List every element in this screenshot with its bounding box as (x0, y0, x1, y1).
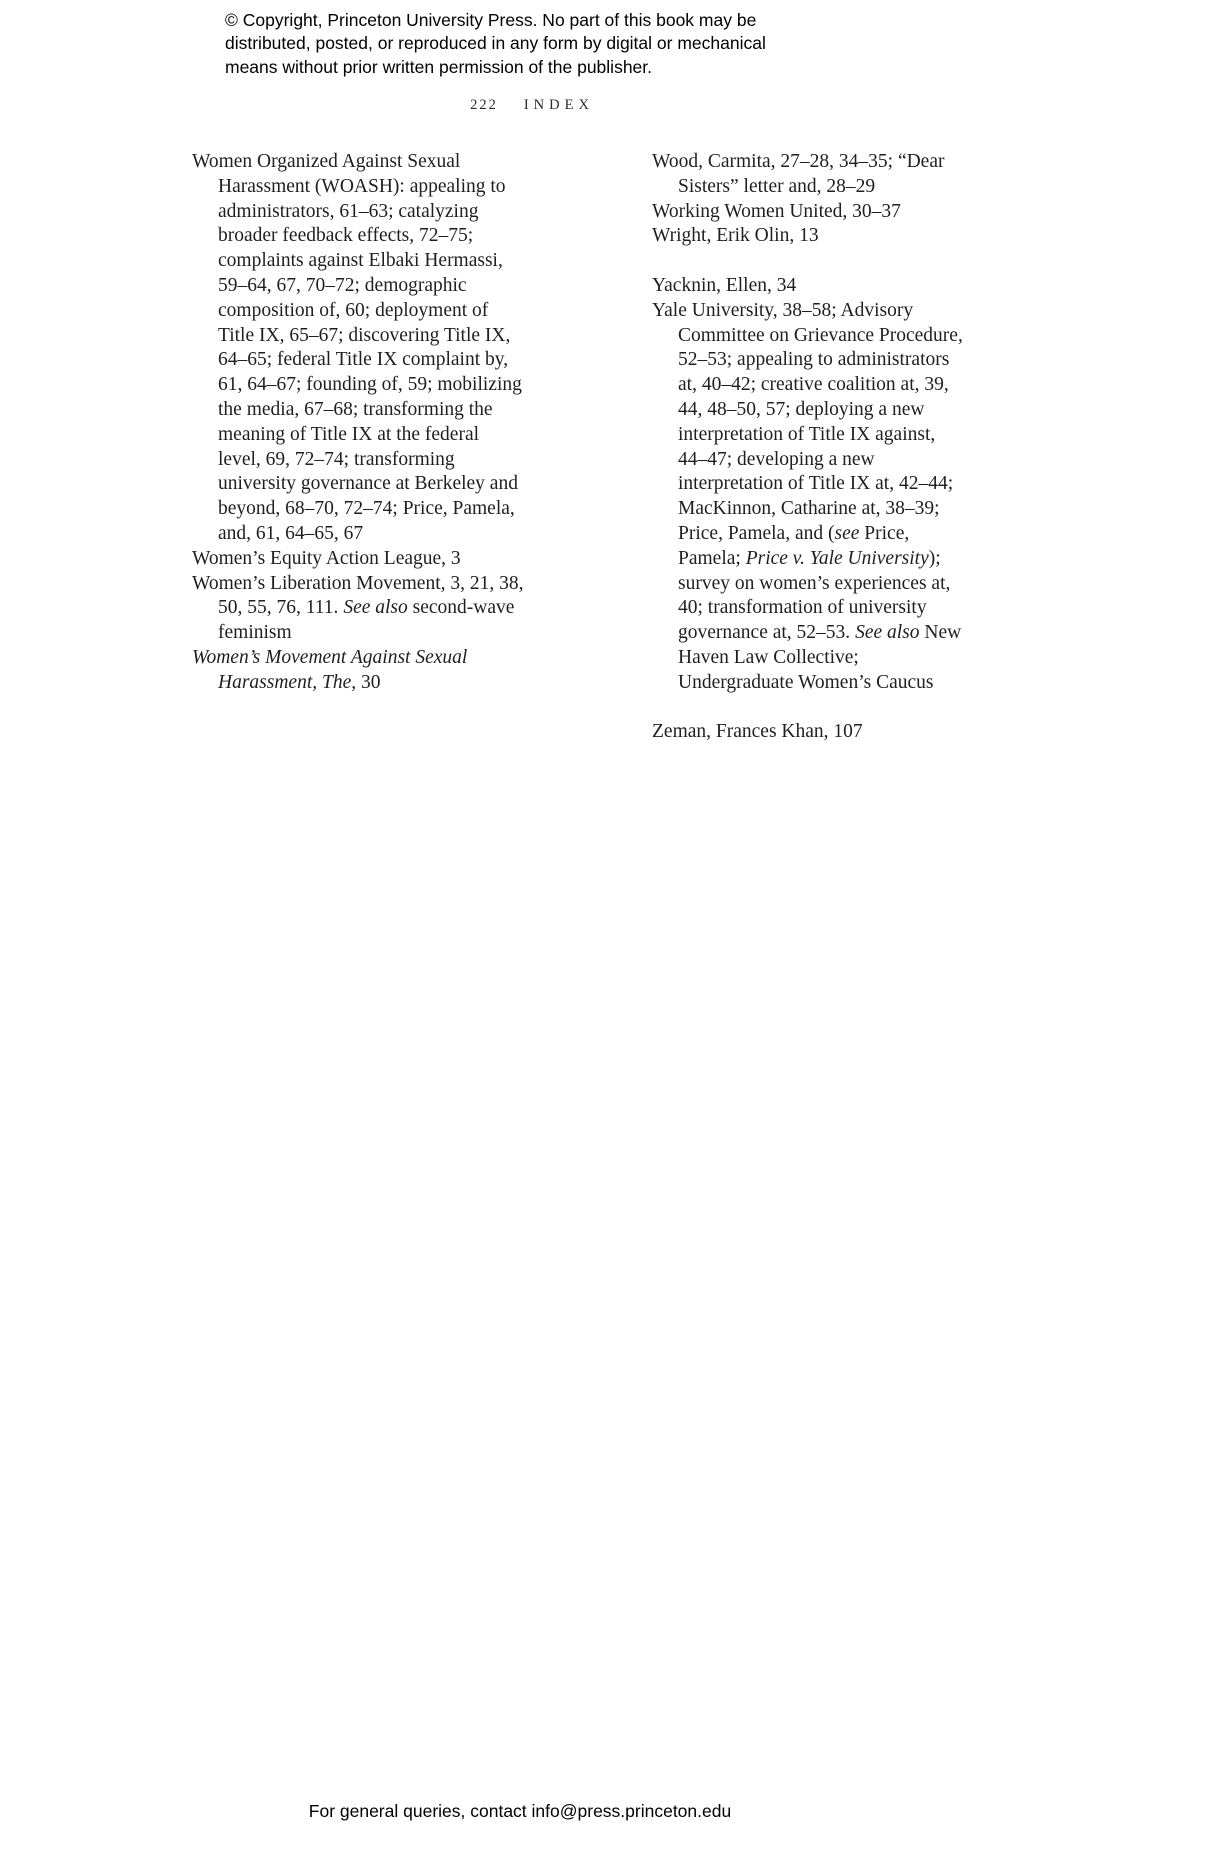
index-entry-text-italic: See also (343, 597, 408, 619)
index-entry-text: Wright, Erik Olin, 13 (652, 225, 819, 247)
footer-contact: For general queries, contact info@press.princeton.edu (308, 1801, 732, 1821)
index-entry-text-italic: See also (855, 622, 920, 644)
index-entry (192, 150, 526, 547)
index-entry (652, 200, 968, 225)
index-entry-text: ); survey on women’s experiences at, 40; transformation of university governance at, 52–53. (678, 547, 951, 644)
index-entry (652, 274, 968, 299)
index-entry (652, 299, 968, 696)
index-entry-text: Yacknin, Ellen, 34 (652, 274, 797, 296)
index-entry-text: New Haven Law Collective; Undergraduate Women’s Caucus (678, 622, 962, 693)
index-entry (192, 572, 526, 646)
index-column-left (192, 150, 526, 696)
index-entry-text: Women Organized Against Sexual Harassment (WOASH): appealing to administrators, 61–63; catalyzing broader feedback effects, 72–75; complaints against Elbaki Hermassi, 59–64, 67, 70–72; demographic composition of, 60; deployment of Title IX, 65–67; discovering Title IX, 64–65; federal Title IX complaint by, 61, 64–67; founding of, 59; mobilizing the media, 67–68; transforming the meaning of Title IX at the federal level, 69, 72–74; transforming university governance at Berkeley and beyond, 68–70, 72–74; Price, Pamela, and, 61, 64–65, 67 (192, 151, 522, 544)
index-column-right (652, 150, 968, 745)
index-entry-text: Yale University, 38–58; Advisory Committee on Grievance Procedure, 52–53; appealing to administrators at, 40–42; creative coalition at, 39, 44, 48–50, 57; deploying a new interpretation of Title IX against, 44–47; developing a new interpretation of Title IX at, 42–44; MacKinnon, Catharine at, 38–39; Price, Pamela, and ( (652, 299, 963, 544)
index-entry-text: Wood, Carmita, 27–28, 34–35; “Dear Sisters” letter and, 28–29 (652, 151, 945, 197)
index-entry-text: second-wave feminism (218, 597, 515, 644)
index-entry-text: Women’s Liberation Movement, 3, 21, 38, 50, 55, 76, 111. (192, 572, 524, 619)
section-title: INDEX (523, 97, 594, 113)
index-entry-text-italic: Women’s Movement Against Sexual Harassment, The, (192, 646, 468, 693)
index-entry (192, 646, 526, 696)
index-entry-text: Zeman, Frances Khan, 107 (652, 721, 863, 743)
index-entry-text: Working Women United, 30–37 (652, 200, 901, 222)
index-entry (192, 547, 526, 572)
index-entry-text: 30 (356, 671, 381, 693)
index-entry-text: Women’s Equity Action League, 3 (192, 547, 461, 569)
page-header (0, 97, 1064, 114)
index-entry-text: Price, Pamela; (678, 522, 910, 569)
index-entry (652, 720, 968, 745)
copyright-notice: © Copyright, Princeton University Press. No part of this book may be distributed, posted, or reproduced in any form by digital or mechanical means without prior written permission of the publisher. (225, 10, 766, 77)
page-number: 222 (470, 97, 498, 113)
index-entry-text-italic: Price v. Yale University (745, 547, 929, 569)
index-entry (652, 150, 968, 200)
index-entry-text-italic: see (834, 522, 860, 544)
index-entry (652, 224, 968, 249)
